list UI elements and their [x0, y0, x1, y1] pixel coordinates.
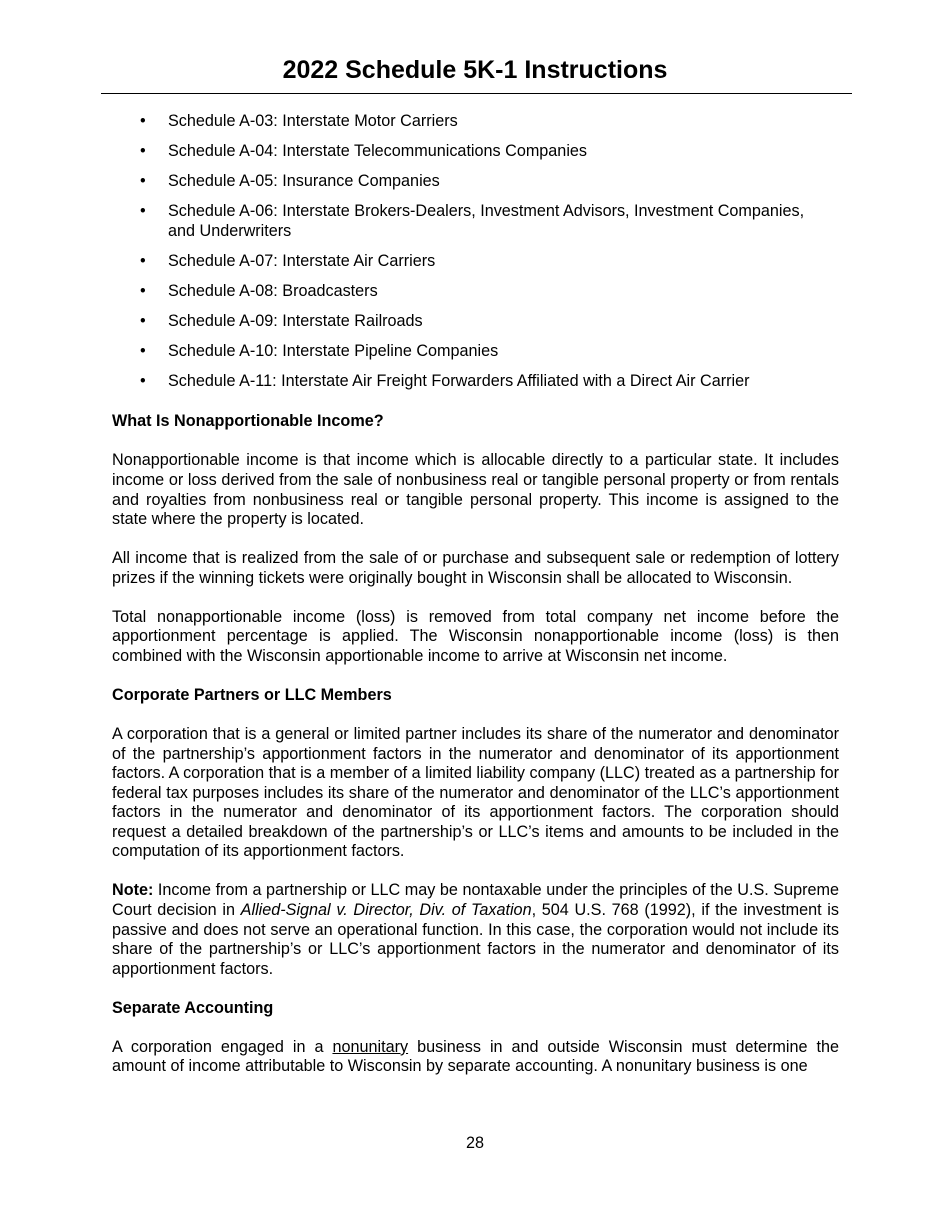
note-text-continued: , 504 U.S. 768 (1992), if the investment is passive and does not serve an operational function. In this case, the corporation would not include its share of the partnership’s or LLC’s apportionment factors in the numerator and denominator of its apportionment factors. [112, 901, 839, 978]
paragraph: A corporation that is a general or limited partner includes its share of the numerator and denominator of the partnership’s apportionment factors in the numerator and denominator of its apportionment factors. A corporation that is a member of a limited liability company (LLC) treated as a partnership for federal tax purposes includes its share of the numerator and denominator of the LLC’s apportionment factors in the numerator and denominator of its apportionment factors. The corporation should request a detailed breakdown of the partnership’s or LLC’s items and amounts to be included in the computation of its apportionment factors. [112, 724, 839, 861]
list-item-text: Schedule A-10: Interstate Pipeline Companies [168, 342, 499, 361]
list-item-text: Schedule A-06: Interstate Brokers-Dealers, Investment Advisors, Investment Companies, [168, 202, 805, 221]
list-item [112, 372, 839, 392]
list-item [112, 312, 839, 332]
list-item [112, 112, 839, 132]
list-item [112, 282, 839, 302]
page-header [0, 54, 950, 86]
list-item [112, 202, 839, 241]
bullet-icon: • [140, 372, 146, 391]
list-item [112, 342, 839, 362]
note-text: Income from a partnership or LLC may be nontaxable under the principles of the U.S. Supreme Court decision in [112, 881, 839, 920]
list-item-text-continued: and Underwriters [168, 221, 292, 240]
schedule-list [112, 112, 839, 392]
bullet-icon: • [140, 342, 146, 361]
list-item [112, 142, 839, 162]
bullet-icon: • [140, 112, 146, 130]
bullet-icon: • [140, 142, 146, 161]
list-item-text: Schedule A-03: Interstate Motor Carriers [168, 112, 458, 130]
bullet-icon: • [140, 312, 146, 331]
note-paragraph [112, 881, 839, 979]
bullet-icon: • [140, 172, 146, 191]
bullet-icon: • [140, 282, 146, 301]
list-item [112, 252, 839, 272]
section-heading-separate-accounting: Separate Accounting [112, 998, 274, 1017]
bullet-icon: • [140, 202, 146, 221]
paragraph-text: A corporation engaged in a [112, 1037, 333, 1056]
paragraph [112, 1038, 839, 1077]
list-item-text: Schedule A-08: Broadcasters [168, 282, 378, 301]
paragraph: All income that is realized from the sale of or purchase and subsequent sale or redemption of lottery prizes if the winning tickets were originally bought in Wisconsin shall be allocated to Wisconsin. [112, 549, 839, 587]
list-item-text: Schedule A-05: Insurance Companies [168, 172, 440, 191]
section-heading-nonapportionable: What Is Nonapportionable Income? [112, 412, 384, 431]
paragraph: Nonapportionable income is that income which is allocable directly to a particular state. It includes income or loss derived from the sale of nonbusiness real or tangible personal property or from rentals and royalties from nonbusiness real or tangible personal property. This income is assigned to the state where the property is located. [112, 451, 839, 529]
page-title: 2022 Schedule 5K-1 Instructions [282, 56, 668, 84]
paragraph-text-continued: business in and outside Wisconsin must determine the amount of income attributable to Wisconsin by separate accounting. A nonunitary business is one [112, 1037, 840, 1076]
list-item-text: Schedule A-04: Interstate Telecommunications Companies [168, 142, 588, 161]
bullet-icon: • [140, 251, 146, 270]
page-number: 28 [465, 1134, 484, 1152]
case-citation: Allied-Signal v. Director, Div. of Taxation [240, 901, 532, 920]
list-item [112, 172, 839, 192]
paragraph: Total nonapportionable income (loss) is removed from total company net income before the apportionment percentage is applied. The Wisconsin nonapportionable income (loss) is then combined with the Wisconsin apportionable income to arrive at Wisconsin net income. [112, 607, 839, 665]
underlined-term: nonunitary [332, 1037, 409, 1056]
list-item-text: Schedule A-09: Interstate Railroads [168, 312, 423, 331]
header-divider [101, 93, 852, 94]
list-item-text: Schedule A-11: Interstate Air Freight Forwarders Affiliated with a Direct Air Carrier [168, 372, 750, 391]
page-content [112, 112, 839, 1077]
note-label: Note: [112, 881, 154, 900]
section-heading-partners: Corporate Partners or LLC Members [112, 685, 392, 704]
list-item-text: Schedule A-07: Interstate Air Carriers [168, 251, 436, 270]
